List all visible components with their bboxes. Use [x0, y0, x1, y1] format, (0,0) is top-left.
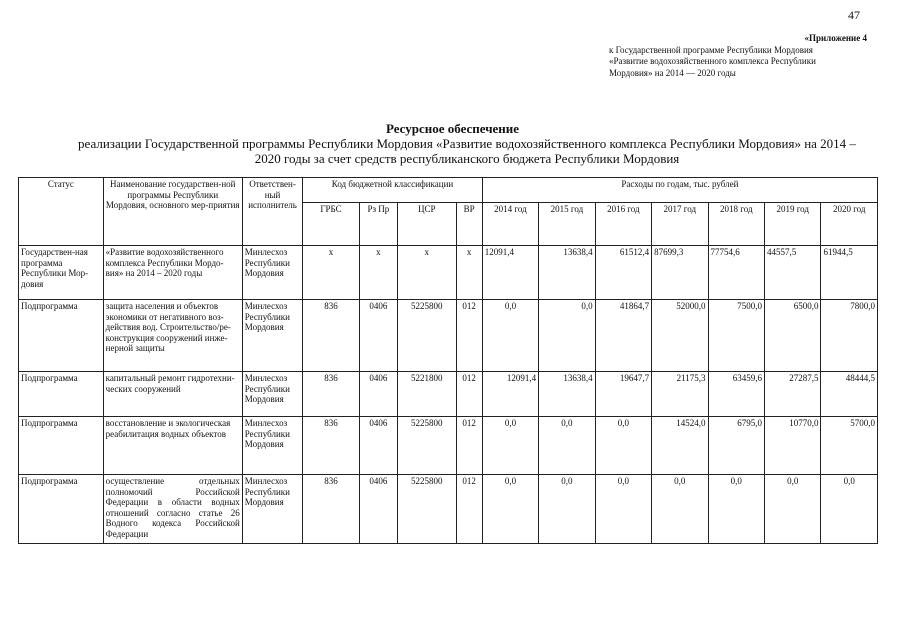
cell-grbs: 836	[303, 300, 359, 372]
cell-value: 61944,5	[821, 246, 878, 300]
cell-value: 77754,6	[708, 246, 764, 300]
header-vr: ВР	[456, 203, 482, 246]
header-year: 2016 год	[595, 203, 651, 246]
cell-value: 12091,4	[482, 372, 538, 417]
header-csr: ЦСР	[398, 203, 456, 246]
cell-csr: 5221800	[398, 372, 456, 417]
cell-executor: Минлесхоз Республики Мордовия	[242, 475, 302, 544]
cell-value: 41864,7	[595, 300, 651, 372]
cell-value: 0,0	[652, 475, 708, 544]
cell-value: 87699,3	[652, 246, 708, 300]
cell-status: Подпрограмма	[19, 372, 104, 417]
cell-value: 0,0	[482, 475, 538, 544]
header-budget-code: Код бюджетной классификации	[303, 178, 482, 203]
cell-value: 6795,0	[708, 417, 764, 475]
cell-status: Государствен-ная программа Республики Мор-довия	[19, 246, 104, 300]
cell-value: 5700,0	[821, 417, 878, 475]
cell-value: 19647,7	[595, 372, 651, 417]
table-row	[19, 372, 878, 417]
cell-value: 14524,0	[652, 417, 708, 475]
header-year: 2017 год	[652, 203, 708, 246]
cell-value: 48444,5	[821, 372, 878, 417]
subtitle-line-2: 2020 годы за счет средств республиканского бюджета Республики Мордовия	[254, 151, 680, 166]
cell-value: 63459,6	[708, 372, 764, 417]
cell-value: 0,0	[482, 300, 538, 372]
cell-name: восстановление и экологическая реабилитация водных объектов	[103, 417, 242, 475]
cell-value: 0,0	[539, 475, 595, 544]
cell-vr: 012	[456, 417, 482, 475]
cell-status: Подпрограмма	[19, 417, 104, 475]
cell-value: 44557,5	[764, 246, 820, 300]
cell-grbs: 836	[303, 475, 359, 544]
cell-executor: Минлесхоз Республики Мордовия	[242, 417, 302, 475]
appendix-line-1: к Государственной программе Республики Мордовия	[609, 44, 813, 55]
header-rzpr: Рз Пр	[359, 203, 397, 246]
appendix-title: «Приложение 4	[804, 33, 867, 43]
cell-value: 13638,4	[539, 372, 595, 417]
cell-status: Подпрограмма	[19, 475, 104, 544]
cell-name: осуществление отдельных полномочий Российской Федерации в области водных отношений согласно статье 26 Водного кодекса Российской Федерации	[103, 475, 242, 544]
cell-value: 7800,0	[821, 300, 878, 372]
cell-rzpr: х	[359, 246, 397, 300]
cell-executor: Минлесхоз Республики Мордовия	[242, 372, 302, 417]
cell-vr: 012	[456, 372, 482, 417]
cell-value: 21175,3	[652, 372, 708, 417]
cell-value: 61512,4	[595, 246, 651, 300]
cell-value: 0,0	[821, 475, 878, 544]
table-row	[19, 417, 878, 475]
cell-value: 13638,4	[539, 246, 595, 300]
header-expenses: Расходы по годам, тыс. рублей	[482, 178, 877, 203]
cell-value: 0,0	[595, 475, 651, 544]
cell-grbs: 836	[303, 372, 359, 417]
cell-value: 6500,0	[764, 300, 820, 372]
cell-csr: 5225800	[398, 417, 456, 475]
cell-csr: 5225800	[398, 300, 456, 372]
cell-value: 0,0	[482, 417, 538, 475]
appendix-line-2: «Развитие водохозяйственного комплекса Республики	[609, 56, 816, 66]
appendix-line-3: Мордовия» на 2014 — 2020 годы	[609, 67, 736, 78]
cell-value: 12091,4	[482, 246, 538, 300]
cell-value: 0,0	[595, 417, 651, 475]
cell-value: 10770,0	[764, 417, 820, 475]
header-executor: Ответствен-ный исполнитель	[242, 178, 302, 246]
header-status: Статус	[19, 178, 104, 246]
header-grbs: ГРБС	[303, 203, 359, 246]
header-year: 2019 год	[764, 203, 820, 246]
header-name: Наименование государствен-ной программы Республики Мордовия, основного мер-приятия	[103, 178, 242, 246]
cell-name: защита населения и объектов экономики от негативного воз-действия вод. Строительство/ре-конструкция сооружений инже-нерной защиты	[103, 300, 242, 372]
cell-vr: 012	[456, 300, 482, 372]
cell-value: 7500,0	[708, 300, 764, 372]
appendix-block	[607, 33, 867, 79]
header-year: 2020 год	[821, 203, 878, 246]
cell-grbs: 836	[303, 417, 359, 475]
cell-value: 0,0	[708, 475, 764, 544]
table-header-row-1	[19, 178, 878, 203]
document-title: Ресурсное обеспечение	[385, 121, 520, 136]
resource-table	[18, 177, 878, 544]
table-row	[19, 475, 878, 544]
cell-value: 27287,5	[764, 372, 820, 417]
header-year: 2018 год	[708, 203, 764, 246]
cell-csr: 5225800	[398, 475, 456, 544]
subtitle-line-1: реализации Государственной программы Республики Мордовия «Развитие водохозяйственного комплекса Республики Мордовия» на 2014 –	[78, 136, 856, 151]
cell-status: Подпрограмма	[19, 300, 104, 372]
header-year: 2015 год	[539, 203, 595, 246]
table-row	[19, 246, 878, 300]
cell-rzpr: 0406	[359, 300, 397, 372]
cell-value: 0,0	[764, 475, 820, 544]
page-number: 47	[848, 8, 860, 22]
document-subtitle	[52, 136, 882, 166]
cell-value: 52000,0	[652, 300, 708, 372]
cell-vr: 012	[456, 475, 482, 544]
cell-value: 0,0	[539, 417, 595, 475]
cell-vr: х	[456, 246, 482, 300]
table-row	[19, 300, 878, 372]
cell-grbs: х	[303, 246, 359, 300]
cell-executor: Минлесхоз Республики Мордовия	[242, 300, 302, 372]
cell-name: «Развитие водохозяйственного комплекса Республики Мордо-вия» на 2014 – 2020 годы	[103, 246, 242, 300]
cell-csr: х	[398, 246, 456, 300]
header-year: 2014 год	[482, 203, 538, 246]
cell-name: капитальный ремонт гидротехни-ческих сооружений	[103, 372, 242, 417]
cell-executor: Минлесхоз Республики Мордовия	[242, 246, 302, 300]
cell-rzpr: 0406	[359, 417, 397, 475]
cell-rzpr: 0406	[359, 372, 397, 417]
cell-value: 0,0	[539, 300, 595, 372]
cell-rzpr: 0406	[359, 475, 397, 544]
